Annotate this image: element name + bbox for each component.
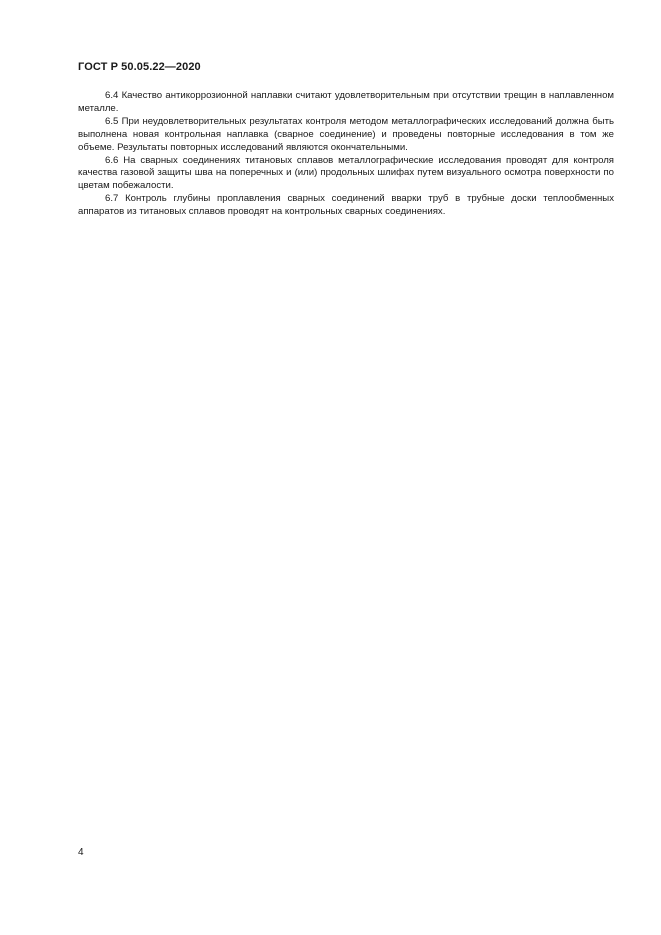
page-number: 4 bbox=[78, 847, 84, 858]
paragraph-6-4: 6.4 Качество антикоррозионной наплавки считают удовлетворительным при отсутствии трещин в наплавленном металле. bbox=[78, 90, 614, 114]
paragraph-6-6: 6.6 На сварных соединениях титановых сплавов металлографические исследования проводят для контроля качества газовой защиты шва на поперечных и (или) продольных шлифах путем визуального осмотра поверхности по цветам побежалости. bbox=[78, 154, 614, 192]
paragraph-6-7: 6.7 Контроль глубины проплавления сварных соединений вварки труб в трубные доски теплообменных аппаратов из титановых сплавов проводят на контрольных сварных соединениях. bbox=[78, 193, 614, 218]
paragraph-6-5: 6.5 При неудовлетворительных результатах контроля методом металлографических исследований должна быть выполнена новая контрольная наплавка (сварное соединение) и проведены повторные исследования в том же объеме. Результаты повторных исследований являются окончательными. bbox=[78, 115, 614, 153]
document-standard-code: ГОСТ Р 50.05.22—2020 bbox=[78, 61, 201, 73]
document-body bbox=[78, 90, 614, 219]
